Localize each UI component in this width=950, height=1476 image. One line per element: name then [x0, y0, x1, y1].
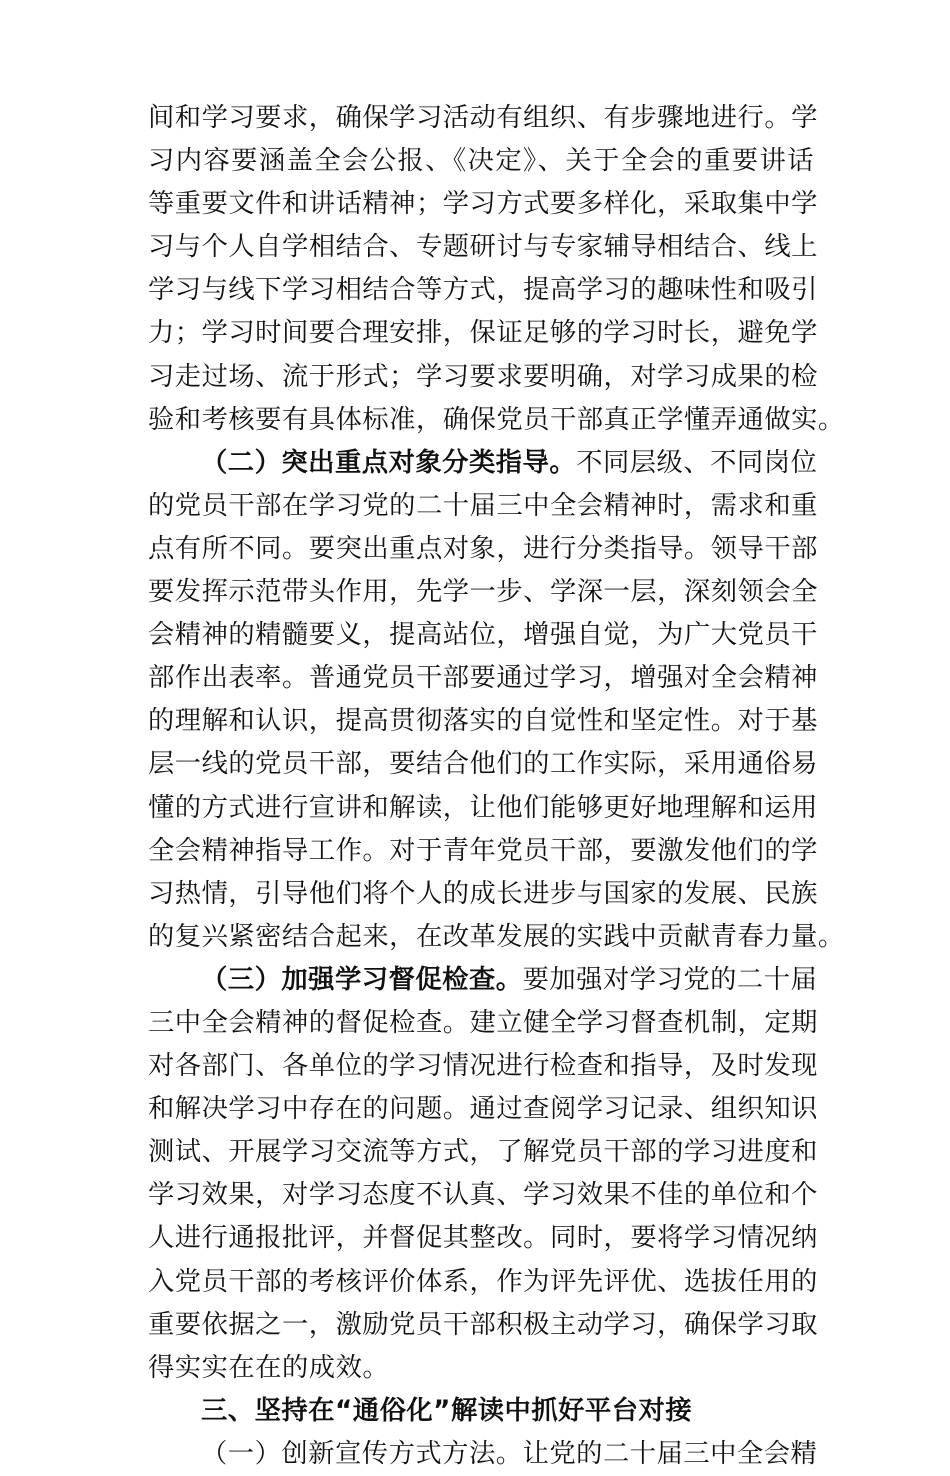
paragraph-line: 全会精神指导工作。对于青年党员干部，要激发他们的学	[148, 835, 818, 866]
paragraph-line: 要发挥示范带头作用，先学一步、学深一层，深刻领会全	[148, 577, 818, 608]
paragraph-line: 得实实在在的成效。	[148, 1352, 390, 1383]
paragraph-line: 学习效果，对学习态度不认真、学习效果不佳的单位和个	[148, 1180, 818, 1211]
paragraph-line: 习与个人自学相结合、专题研讨与专家辅导相结合、线上	[148, 232, 818, 263]
paragraph-line: 的复兴紧密结合起来，在改革发展的实践中贡献青春力量。	[148, 921, 845, 952]
section-three-first-line	[148, 959, 818, 1002]
document-page	[148, 97, 845, 1476]
paragraph-line: 习内容要涵盖全会公报、《决定》、关于全会的重要讲话	[148, 146, 814, 177]
paragraph-line: 验和考核要有具体标准，确保党员干部真正学懂弄通做实。	[148, 404, 845, 435]
section-four-first-line	[148, 1433, 818, 1476]
paragraph-line: 重要依据之一，激励党员干部积极主动学习，确保学习取	[148, 1309, 818, 1340]
paragraph-line: 对各部门、各单位的学习情况进行检查和指导，及时发现	[148, 1051, 818, 1082]
paragraph-line: 三中全会精神的督促检查。建立健全学习督查机制，定期	[148, 1007, 818, 1038]
paragraph-line: 层一线的党员干部，要结合他们的工作实际，采用通俗易	[148, 749, 818, 780]
paragraph-line: 会精神的精髓要义，提高站位，增强自觉，为广大党员干	[148, 620, 818, 651]
paragraph-line: 间和学习要求，确保学习活动有组织、有步骤地进行。学	[148, 103, 818, 133]
paragraph-line: 等重要文件和讲话精神；学习方式要多样化，采取集中学	[148, 189, 818, 220]
paragraph-line: 入党员干部的考核评价体系，作为评先评优、选拔任用的	[148, 1266, 818, 1297]
section-three-first-rest: 要加强对学习党的二十届	[522, 964, 818, 995]
section-two-lead: （二）突出重点对象分类指导。	[201, 447, 577, 478]
section-four-first-rest: 让党的二十届三中全会精	[522, 1438, 818, 1469]
paragraph-line: 的党员干部在学习党的二十届三中全会精神时，需求和重	[148, 490, 818, 521]
section-heading-three: 三、坚持在“通俗化”解读中抓好平台对接	[201, 1395, 693, 1426]
section-three-lead: （三）加强学习督促检查。	[201, 964, 523, 995]
paragraph-line: 力；学习时间要合理安排，保证足够的学习时长，避免学	[148, 318, 818, 349]
section-two-first-rest: 不同层级、不同岗位	[576, 447, 818, 478]
paragraph-line: 测试、开展学习交流等方式，了解党员干部的学习进度和	[148, 1137, 818, 1168]
paragraph-line: 习热情，引导他们将个人的成长进步与国家的发展、民族	[148, 878, 818, 909]
section-four-lead: （一）创新宣传方式方法。	[201, 1438, 523, 1469]
paragraph-line: 人进行通报批评，并督促其整改。同时，要将学习情况纳	[148, 1223, 818, 1254]
section-two-first-line	[148, 442, 818, 485]
paragraph-line: 点有所不同。要突出重点对象，进行分类指导。领导干部	[148, 533, 818, 564]
paragraph-line: 懂的方式进行宣讲和解读，让他们能够更好地理解和运用	[148, 792, 818, 823]
paragraph-line: 习走过场、流于形式；学习要求要明确，对学习成果的检	[148, 361, 818, 392]
paragraph-line: 和解决学习中存在的问题。通过查阅学习记录、组织知识	[148, 1094, 818, 1125]
paragraph-line: 的理解和认识，提高贯彻落实的自觉性和坚定性。对于基	[148, 706, 818, 737]
paragraph-line: 部作出表率。普通党员干部要通过学习，增强对全会精神	[148, 663, 818, 694]
paragraph-line: 学习与线下学习相结合等方式，提高学习的趣味性和吸引	[148, 275, 818, 306]
